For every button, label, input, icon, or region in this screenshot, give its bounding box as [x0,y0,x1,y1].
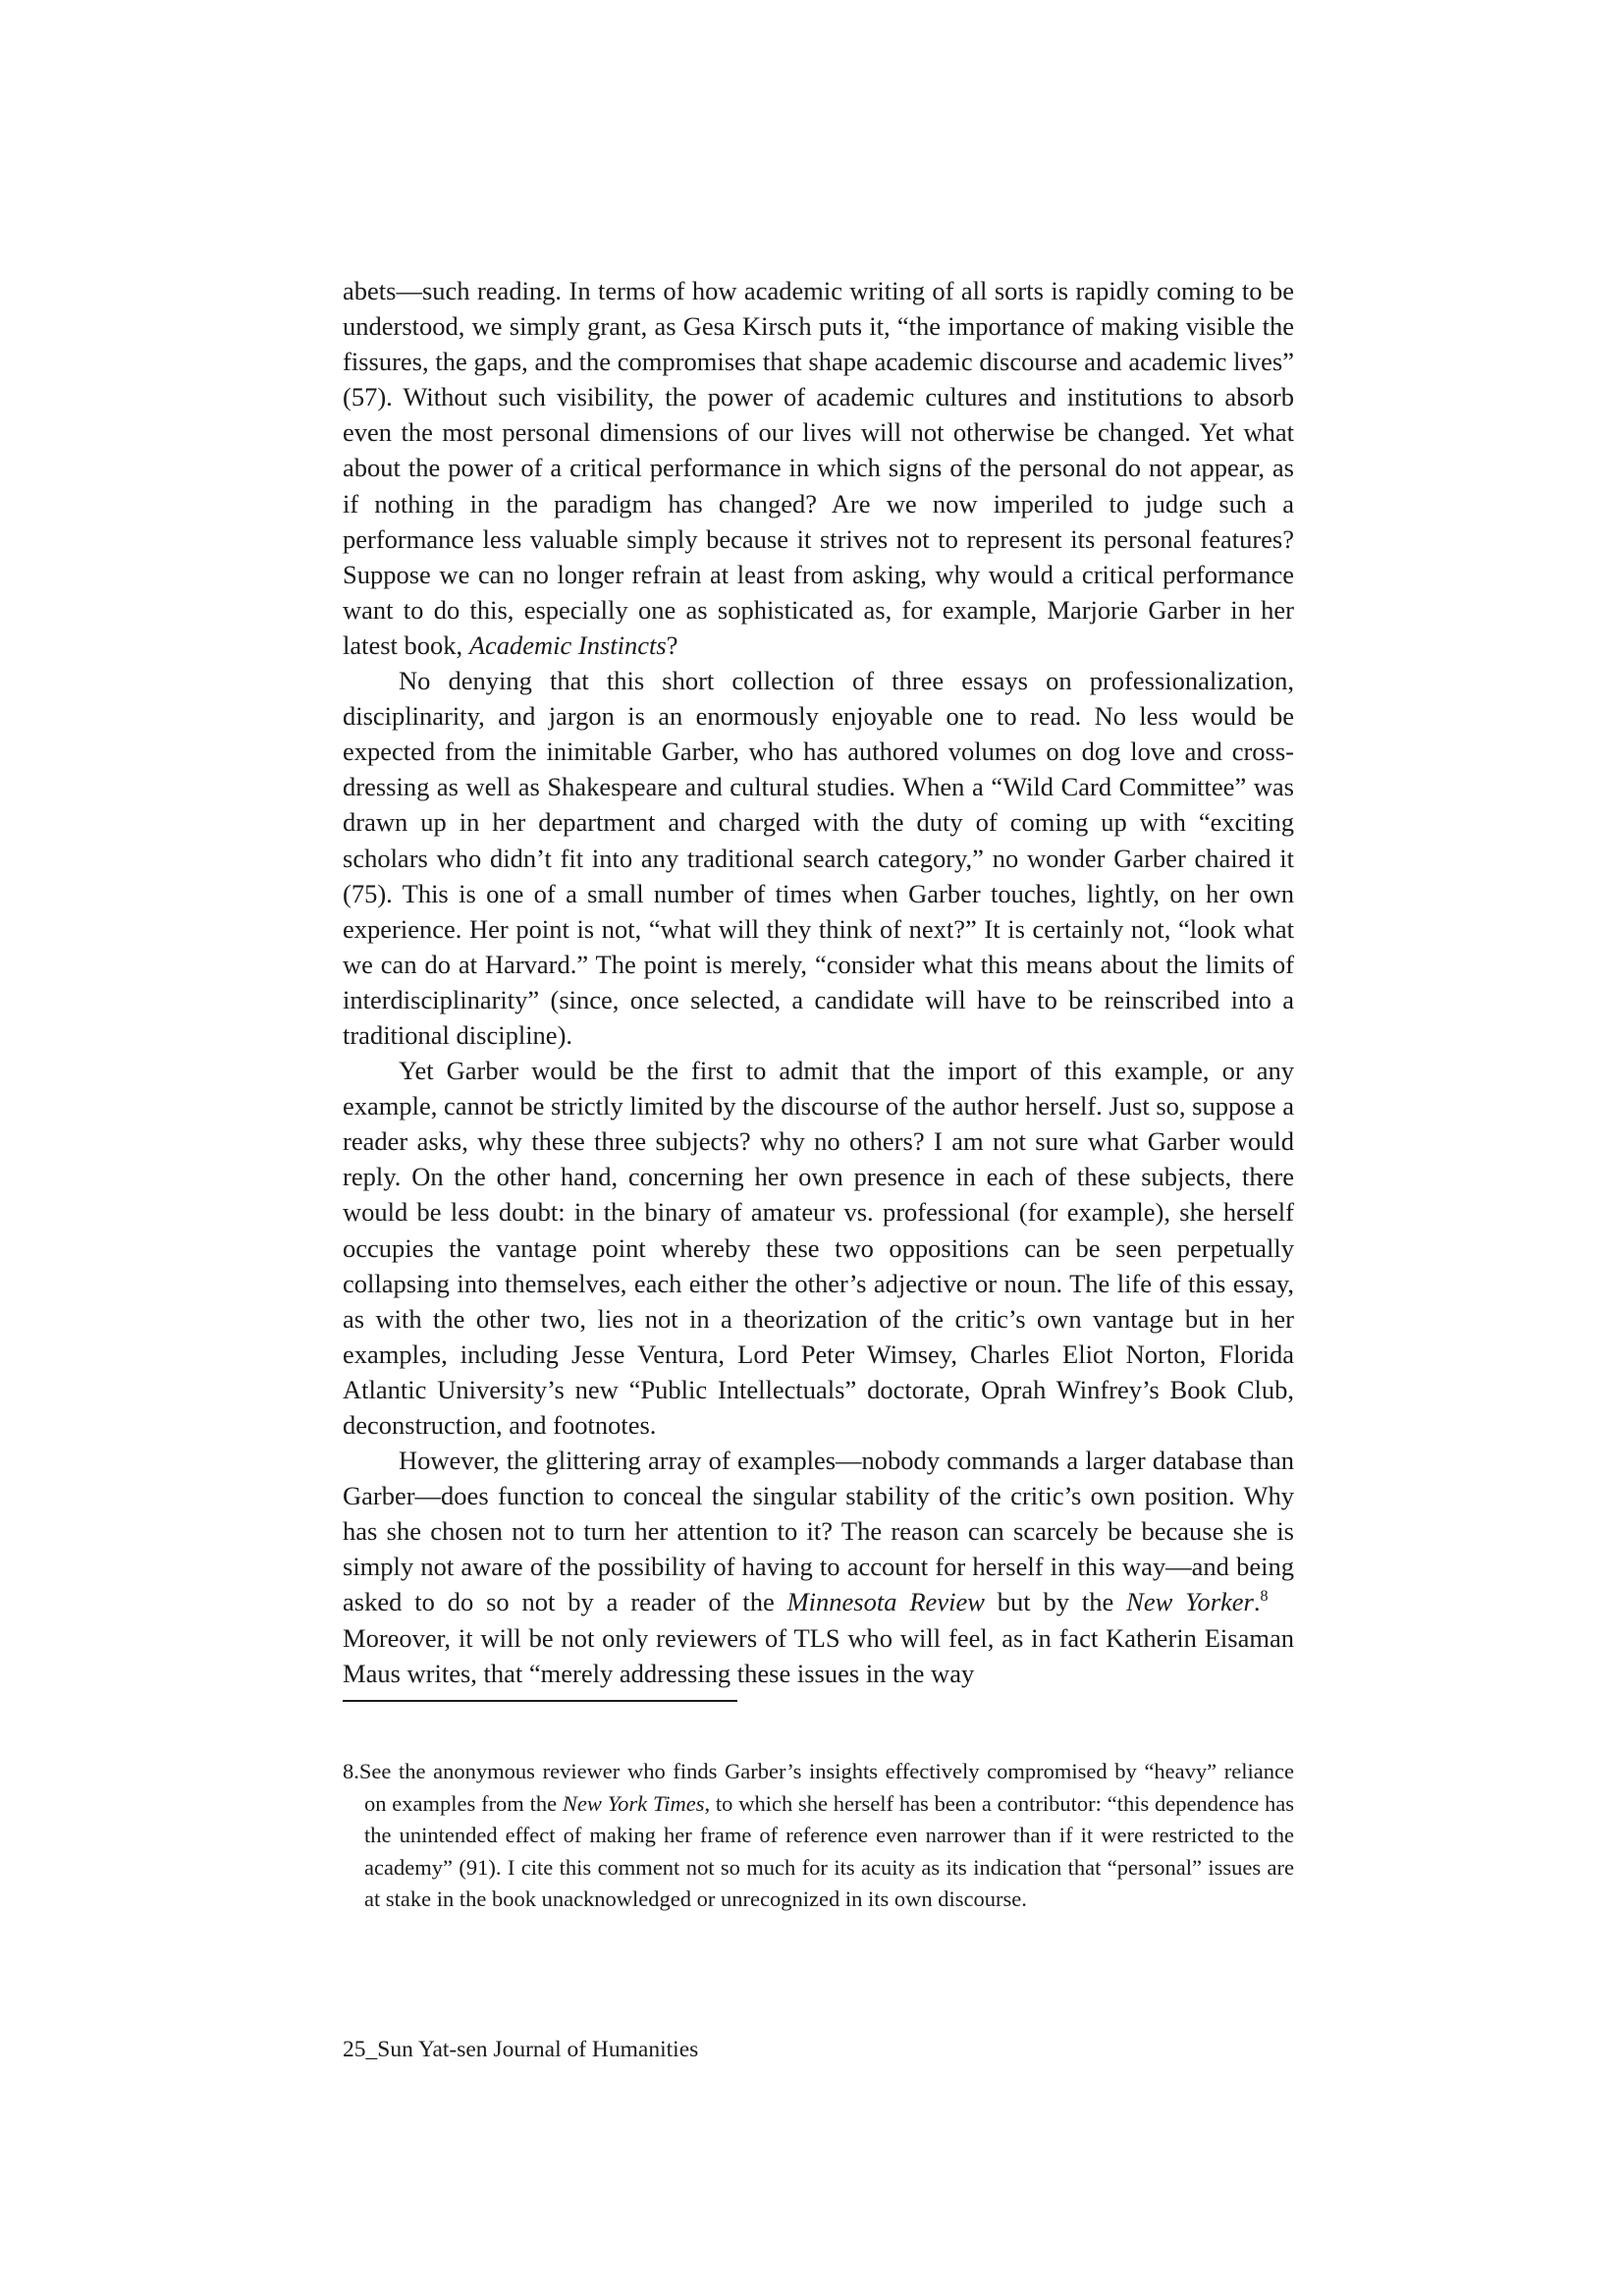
text-run: However, the glittering array of examples—nobody commands a larger database than Garber—does function to conceal the singular stability of the critic’s own position. Why has she chosen not to turn her attention to it? The reason can scarcely be because she is simply not aware of the possibility of having to account for herself in this way—and being asked to do so not by a reader of the [343,1446,1294,1617]
paragraph [343,663,1294,1053]
text-run: Yet Garber would be the first to admit that the import of this example, or any example, cannot be strictly limited by the discourse of the author herself. Just so, suppose a reader asks, why these three subjects? why no others? I am not sure what Garber would reply. On the other hand, concerning her own presence in each of these subjects, there would be less doubt: in the binary of amateur vs. professional (for example), she herself occupies the vantage point whereby these two oppositions can be seen perpetually collapsing into themselves, each either the other’s adjective or noun. The life of this essay, as with the other two, lies not in a theorization of the critic’s own vantage but in her examples, including Jesse Ventura, Lord Peter Wimsey, Charles Eliot Norton, Florida Atlantic University’s new “Public Intellectuals” doctorate, Oprah Winfrey’s Book Club, deconstruction, and footnotes. [343,1056,1294,1440]
body-text [343,273,1294,1691]
footnote-marker: 8 [1260,1588,1269,1606]
text-run: . [1253,1587,1261,1617]
text-run: , to which she herself has been a contributor: “this dependence has the unintended effect of making her frame of reference even narrower than if it were restricted to the academy” (91). I cite this comment not so much for its acuity as its indication that “personal” issues are at stake in the book unacknowledged or unrecognized in its own discourse. [364,1790,1294,1911]
text-run: but by the [984,1587,1127,1617]
italic-text: New Yorker [1126,1587,1254,1617]
paragraph [343,1053,1294,1443]
italic-text: Minnesota Review [786,1587,985,1617]
footnote-divider [343,1700,737,1702]
paragraph [343,273,1294,663]
page-footer: 25_Sun Yat-sen Journal of Humanities [343,2037,699,2062]
footnote [343,1756,1294,1916]
text-run: 8.See the anonymous reviewer who finds Garber’s insights effectively compromised by “heavy” reliance on examples from the [343,1759,1294,1816]
text-run: ? [666,629,678,660]
text-run: No denying that this short collection of three essays on professionalization, disciplinarity, and jargon is an enormously enjoyable one to read. No less would be expected from the inimitable Garber, who has authored volumes on dog love and cross-dressing as well as Shakespeare and cultural studies. When a “Wild Card Committee” was drawn up in her department and charged with the duty of coming up with “exciting scholars who didn’t fit into any traditional search category,” no wonder Garber chaired it (75). This is one of a small number of times when Garber touches, lightly, on her own experience. Her point is not, “what will they think of next?” It is certainly not, “look what we can do at Harvard.” The point is merely, “consider what this means about the limits of interdisciplinarity” (since, once selected, a candidate will have to be reinscribed into a traditional discipline). [343,666,1294,1050]
paragraph [343,1443,1294,1691]
text-run: abets—such reading. In terms of how academic writing of all sorts is rapidly coming to be understood, we simply grant, as Gesa Kirsch puts it, “the importance of making visible the fissures, the gaps, and the compromises that shape academic discourse and academic lives” (57). Without such visibility, the power of academic cultures and institutions to absorb even the most personal dimensions of our lives will not otherwise be changed. Yet what about the power of a critical performance in which signs of the personal do not appear, as if nothing in the paradigm has changed? Are we now imperiled to judge such a performance less valuable simply because it strives not to represent its personal features? Suppose we can no longer refrain at least from asking, why would a critical performance want to do this, especially one as sophisticated as, for example, Marjorie Garber in her latest book, [343,276,1294,660]
italic-text: Academic Instincts [468,629,667,660]
italic-text: New York Times [562,1790,705,1816]
text-run: Moreover, it will be not only reviewers of TLS who will feel, as in fact Katherin Eisaman Maus writes, that “merely addressing these issues in the way [343,1587,1294,1688]
